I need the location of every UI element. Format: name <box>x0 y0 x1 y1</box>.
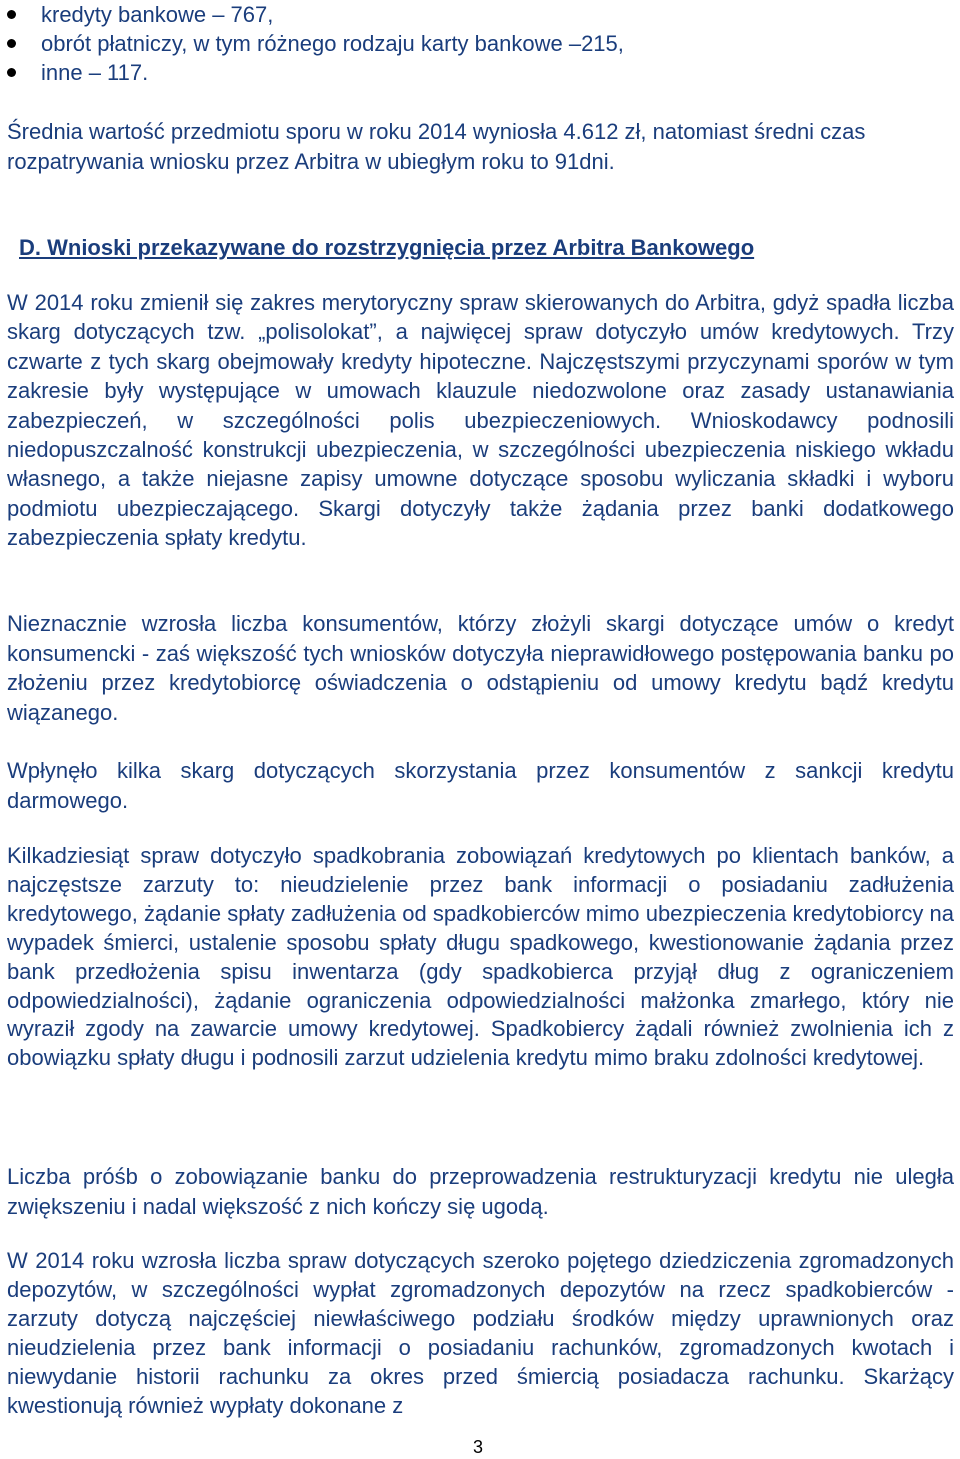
paragraph-inheritance: Kilkadziesiąt spraw dotyczyło spadkobrania zobowiązań kredytowych po klientach banków, a najczęstsze zarzuty to: nieudzielenie przez bank informacji o posiadaniu zadłużenia kredytowego, żądanie spłaty zadłużenia od spadkobierców mimo ubezpieczenia kredytobiorcy na wypadek śmierci, ustalenie sposobu spłaty długu spadkowego, kwestionowanie żądania przez bank przedłożenia spisu inwentarza (gdy spadkobierca przyjął dług z ograniczeniem odpowiedzialności), żądanie ograniczenia odpowiedzialności małżonka zmarłego, który nie wyraził zgody na zawarcie umowy kredytowej. Spadkobiercy żądali również zwolnienia ich z obowiązku spłaty długu i podnosili zarzut udzielenia kredytu mimo braku zdolności kredytowej. <box>7 843 954 1071</box>
bullet-dot-icon <box>7 39 16 48</box>
bullet-text: obrót płatniczy, w tym różnego rodzaju karty bankowe –215, <box>41 31 624 56</box>
bullet-text: inne – 117. <box>41 60 149 85</box>
bullet-item <box>7 0 954 29</box>
bullet-dot-icon <box>7 68 16 77</box>
section-heading: D. Wnioski przekazywane do rozstrzygnięcia przez Arbitra Bankowego <box>19 235 755 260</box>
bullet-dot-icon <box>7 10 16 19</box>
paragraph-average: Średnia wartość przedmiotu sporu w roku 2014 wyniosła 4.612 zł, natomiast średni czas rozpatrywania wniosku przez Arbitra w ubiegłym roku to 91dni. <box>7 119 866 174</box>
paragraph-main: W 2014 roku zmienił się zakres merytoryczny spraw skierowanych do Arbitra, gdyż spadła liczba skarg dotyczących tzw. „polisolokat”, a najwięcej spraw dotyczyło umów kredytowych. Trzy czwarte z tych skarg obejmowały kredyty hipoteczne. Najczęstszymi przyczynami sporów w tym zakresie były występujące w umowach klauzule niedozwolone oraz zasady ustanawiania zabezpieczeń, w szczególności polis ubezpieczeniowych. Wnioskodawcy podnosili niedopuszczalność konstrukcji ubezpieczenia, w szczególności ubezpieczenia niskiego wkładu własnego, a także niejasne zapisy umowne dotyczące sposobu wyliczania składki i wyboru podmiotu ubezpieczającego. Skargi dotyczyły także żądania przez banki dodatkowego zabezpieczenia spłaty kredytu. <box>7 290 954 551</box>
bullet-item <box>7 58 954 87</box>
bullet-list <box>7 0 954 87</box>
paragraph-deposits: W 2014 roku wzrosła liczba spraw dotyczących szeroko pojętego dziedziczenia zgromadzonych depozytów, w szczególności wypłat zgromadzonych depozytów na rzecz spadkobierców - zarzuty dotyczą najczęściej niewłaściwego podziału środków między uprawnionych oraz nieudzielenia przez bank informacji o posiadaniu rachunków, zgromadzonych kwotach i niewydanie historii rachunku za okres przed śmiercią posiadacza rachunku. Skarżący kwestionują również wypłaty dokonane z <box>7 1248 954 1418</box>
paragraph-few: Wpłynęło kilka skarg dotyczących skorzystania przez konsumentów z sankcji kredytu darmowego. <box>7 758 954 813</box>
page-number: 3 <box>473 1437 484 1457</box>
paragraph-restructuring: Liczba próśb o zobowiązanie banku do przeprowadzenia restrukturyzacji kredytu nie uległa zwiększeniu i nadal większość z nich kończy się ugodą. <box>7 1164 954 1219</box>
document-page <box>7 0 954 1418</box>
bullet-item <box>7 29 954 58</box>
paragraph-increase: Nieznacznie wzrosła liczba konsumentów, którzy złożyli skargi dotyczące umów o kredyt konsumencki - zaś większość tych wniosków dotyczyła nieprawidłowego postępowania banku po złożeniu przez kredytobiorcę oświadczenia o odstąpieniu od umowy kredytu bądź kredytu wiązanego. <box>7 611 954 725</box>
bullet-text: kredyty bankowe – 767, <box>41 2 274 27</box>
